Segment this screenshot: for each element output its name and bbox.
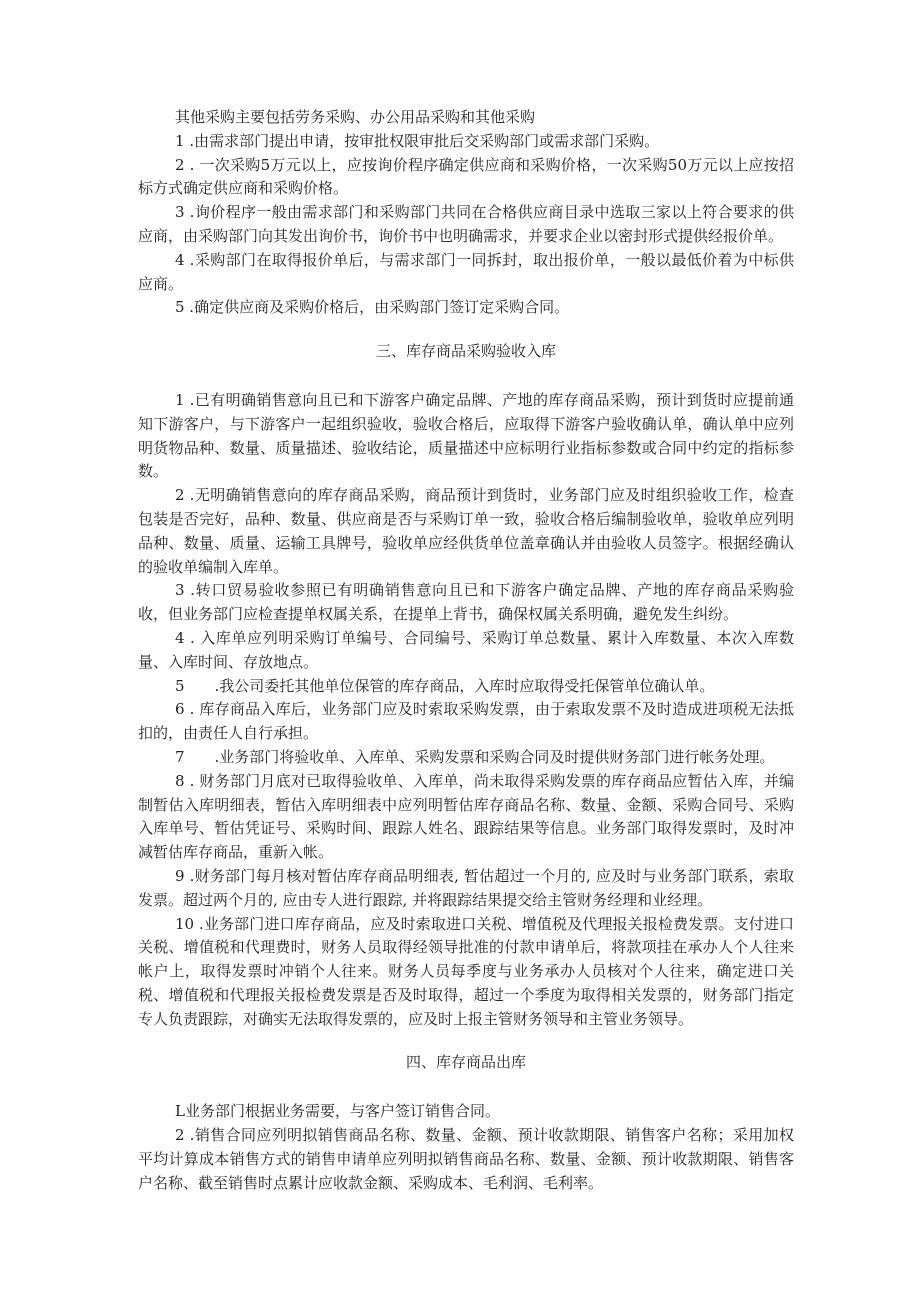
list-item: 2 .销售合同应列明拟销售商品名称、数量、金额、预计收款期限、销售客户名称；采用加权平均计算成本销售方式的销售申请单应列明拟销售商品名称、数量、金额、预计收款期限、销售客户名称、截至销售时点累计应收款金额、采购成本、毛利润、毛利率。 [138,1126,794,1192]
list-item: 3 .转口贸易验收参照已有明确销售意向且已和下游客户确定品牌、产地的库存商品采购验收，但业务部门应检查提单权属关系，在提单上背书，确保权属关系明确，避免发生纠纷。 [138,581,794,624]
list-item: 7 .业务部门将验收单、入库单、采购发票和采购合同及时提供财务部门进行帐务处理。 [175,747,775,766]
list-item: 1 .已有明确销售意向且已和下游客户确定品牌、产地的库存商品采购，预计到货时应提前通知下游客户，与下游客户一起组织验收，验收合格后，应取得下游客户验收确认单，确认单中应列明货物品种、数量、质量描述、验收结论，质量描述中应标明行业指标参数或合同中约定的指标参数。 [138,390,794,481]
list-item: 4 .采购部门在取得报价单后，与需求部门一同拆封，取出报价单，一般以最低价着为中标供应商。 [138,250,794,293]
list-item: 1 .由需求部门提出申请，按审批权限审批后交采购部门或需求部门采购。 [175,131,660,150]
intro-paragraph: 其他采购主要包括劳务采购、办公用品采购和其他采购 [175,108,536,126]
list-item: 4 . 入库单应列明采购订单编号、合同编号、采购订单总数量、累计入库数量、本次入库数量、入库时间、存放地点。 [138,628,794,671]
list-item: 8 . 财务部门月底对已取得验收单、入库单，尚未取得采购发票的库存商品应暂估入库，并编制暂估入库明细表，暂估入库明细表中应列明暂估库存商品名称、数量、金额、采购合同号、采购入库单号、暂估凭证号、采购时间、跟踪人姓名、跟踪结果等信息。业务部门取得发票时，及时冲减暂估库存商品，重新入帐。 [138,771,794,862]
list-item: 6 . 库存商品入库后，业务部门应及时索取采购发票，由于索取发票不及时造成进项税无法抵扣的，由责任人自行承担。 [138,700,794,743]
list-item: L业务部门根据业务需要，与客户签订销售合同。 [175,1102,500,1121]
section-heading: 四、库存商品出库 [405,1053,526,1072]
list-item: 3 .询价程序一般由需求部门和采购部门共同在合格供应商目录中选取三家以上符合要求的供应商，由采购部门向其发出询价书，询价书中也明确需求，并要求企业以密封形式提供经报价单。 [138,203,794,245]
list-item: 2 . 一次采购5万元以上，应按询价程序确定供应商和采购价格，一次采购50万元以上应按招标方式确定供应商和采购价格。 [138,155,794,198]
document-page [138,106,794,1195]
list-item: 9 .财务部门每月核对暂估库存商品明细表, 暂估超过一个月的, 应及时与业务部门联系，索取发票。超过两个月的, 应由专人进行跟踪, 并将跟踪结果提交给主管财务经理和业经理。 [138,866,794,909]
list-item: 10 .业务部门进口库存商品，应及时索取进口关税、增值税及代理报关报检费发票。支付进口关税、增值税和代理费时，财务人员取得经领导批准的付款申请单后，将款项挂在承办人个人往来帐户上，取得发票时冲销个人往来。财务人员每季度与业务承办人员核对个人往来，确定进口关税、增值税和代理报关报检费发票是否及时取得，超过一个季度为取得相关发票的，财务部门指定专人负责跟踪，对确实无法取得发票的，应及时上报主管财务领导和主管业务领导。 [138,914,794,1028]
section-heading: 三、库存商品采购验收入库 [375,342,556,361]
list-item: 5 .我公司委托其他单位保管的库存商品，入库时应取得受托保管单位确认单。 [175,676,715,695]
list-item: 2 .无明确销售意向的库存商品采购，商品预计到货时，业务部门应及时组织验收工作，检查包装是否完好，品种、数量、供应商是否与采购订单一致，验收合格后编制验收单，验收单应列明品种、数量、质量、运输工具牌号，验收单应经供货单位盖章确认并由验收人员签字。根据经确认的验收单编制入库单。 [138,486,794,576]
list-item: 5 .确定供应商及采购价格后，由采购部门签订定采购合同。 [175,298,570,317]
